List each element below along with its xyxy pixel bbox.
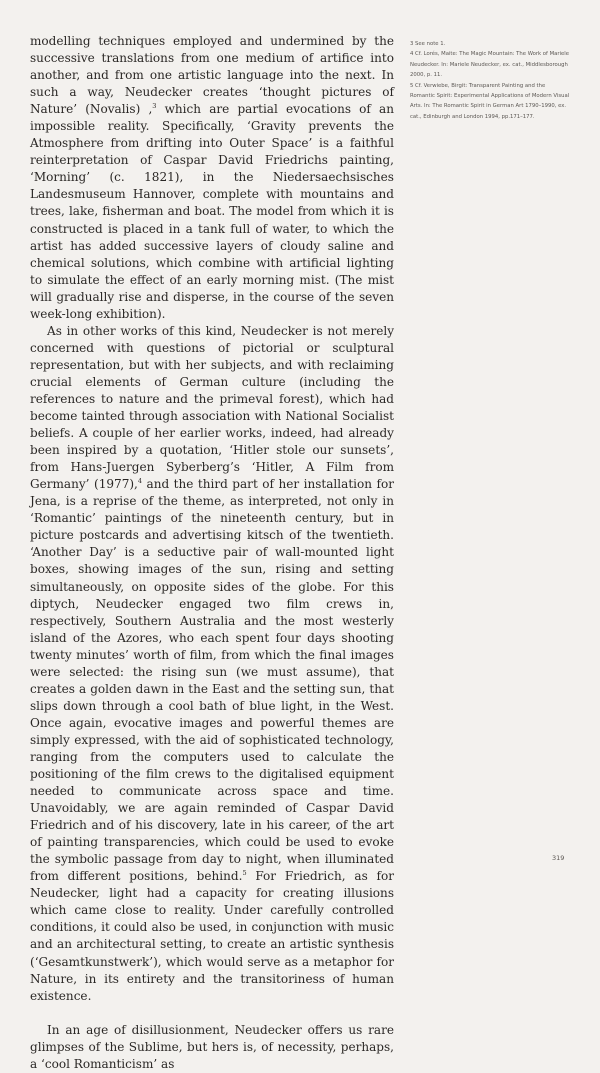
paragraph-2-text-cont: and the third part of her installation for Jena, is a reprise of the theme, as interpreted, not only in ‘Romantic’ paintings of the nineteenth century, but in picture postcards and advertising kitsch of the twentieth. ‘Another Day’ is a seductive pair of wall-mounted light boxes, showing images of the sun, rising and setting simultaneously, on opposite sides of the globe. For this diptych, Neudecker engaged two film crews in, respectively, Southern Australia and the most westerly island of the Azores, who each spent four days shooting twenty minutes’ worth of film, from which the final images were selected: the rising sun (we must assume), that creates a golden dawn in the East and the setting sun, that slips down through a cool bath of blue light, in the West. Once again, evocative images and powerful themes are simply expressed, with the aid of sophisticated technology, ranging from the computers used to calculate the positioning of the film crews to the digitalised equipment needed to communicate across space and time. Unavoidably, we are again reminded of Caspar David Friedrich and of his discovery, late in his career, of the art of painting transparencies, which could be used to evoke the symbolic passage from day to night, when illuminated from different positions, behind.: [30, 477, 394, 884]
footnote-ref-5: 5: [242, 869, 247, 878]
footnote-ref-3: 3: [152, 102, 157, 111]
footnotes-column: [410, 39, 570, 122]
paragraph-2: [30, 323, 394, 1005]
paragraph-2-text-cont2: For Friedrich, as for Neudecker, light had a capacity for creating illusions which came close to reality. Under carefully controlled conditions, it could also be used, in conjunction with music and an architectural setting, to create an artistic synthesis (‘Gesamtkunstwerk’), which would serve as a metaphor for Nature, in its entirety and the transitoriness of human existence.: [30, 869, 394, 1003]
paragraph-1-text-cont: which are partial evocations of an impossible reality. Specifically, ‘Gravity prevents the Atmosphere from drifting into Outer Space’ is a faithful reinterpretation of Caspar David Friedrichs painting, ‘Morning’ (c. 1821), in the Niedersaechsisches Landesmuseum Hannover, complete with mountains and trees, lake, fisherman and boat. The model from which it is constructed is placed in a tank full of water, to which the artist has added successive layers of cloudy saline and chemical solutions, which combine with artificial lighting to simulate the effect of an early morning mist. (The mist will gradually rise and disperse, in the course of the seven week-long exhibition).: [30, 102, 395, 321]
paragraph-3: [30, 1022, 394, 1073]
paragraph-2-text: As in other works of this kind, Neudecker is not merely concerned with questions of pictorial or sculptural representation, but with her subjects, and with reclaiming crucial elements of German culture (including the references to nature and the primeval forest), which had become tainted through association with National Socialist beliefs. A couple of her earlier works, indeed, had already been inspired by a quotation, ‘Hitler stole our sunsets’, from Hans-Juergen Syberberg’s ‘Hitler, A Film from Germany’ (1977),: [30, 323, 394, 492]
paragraph-1-text: modelling techniques employed and undermined by the successive translations from one medium of artifice into another, and from one artistic language into the next. In such a way, Neudecker creates ‘thought pictures of Nature’ (Novalis) ,: [30, 34, 394, 117]
footnote-3: 3 See note 1.: [410, 41, 446, 47]
paragraph-1: [30, 33, 394, 323]
paragraph-3-text: In an age of disillusionment, Neudecker offers us rare glimpses of the Sublime, but hers is, of necessity, perhaps, a ‘cool Romanticism’ as: [30, 1022, 394, 1071]
footnote-ref-4: 4: [137, 477, 143, 486]
main-text-column: [30, 33, 394, 1073]
page-number: 319: [552, 854, 565, 862]
footnote-4: 4 Cf. Lorés, Maite: The Magic Mountain: The Work of Mariele Neudecker. In: Mariele Neudecker, ex. cat., Middlesborough 2000, p. 11.: [410, 51, 570, 79]
footnote-5: 5 Cf. Verwiebe, Birgit: Transparent Painting and the Romantic Spirit: Experimental Applications of Modern Visual Arts. In: The Romantic Spirit in German Art 1790–1990, ex. cat., Edinburgh and London 1994, pp.171–177.: [410, 82, 570, 120]
